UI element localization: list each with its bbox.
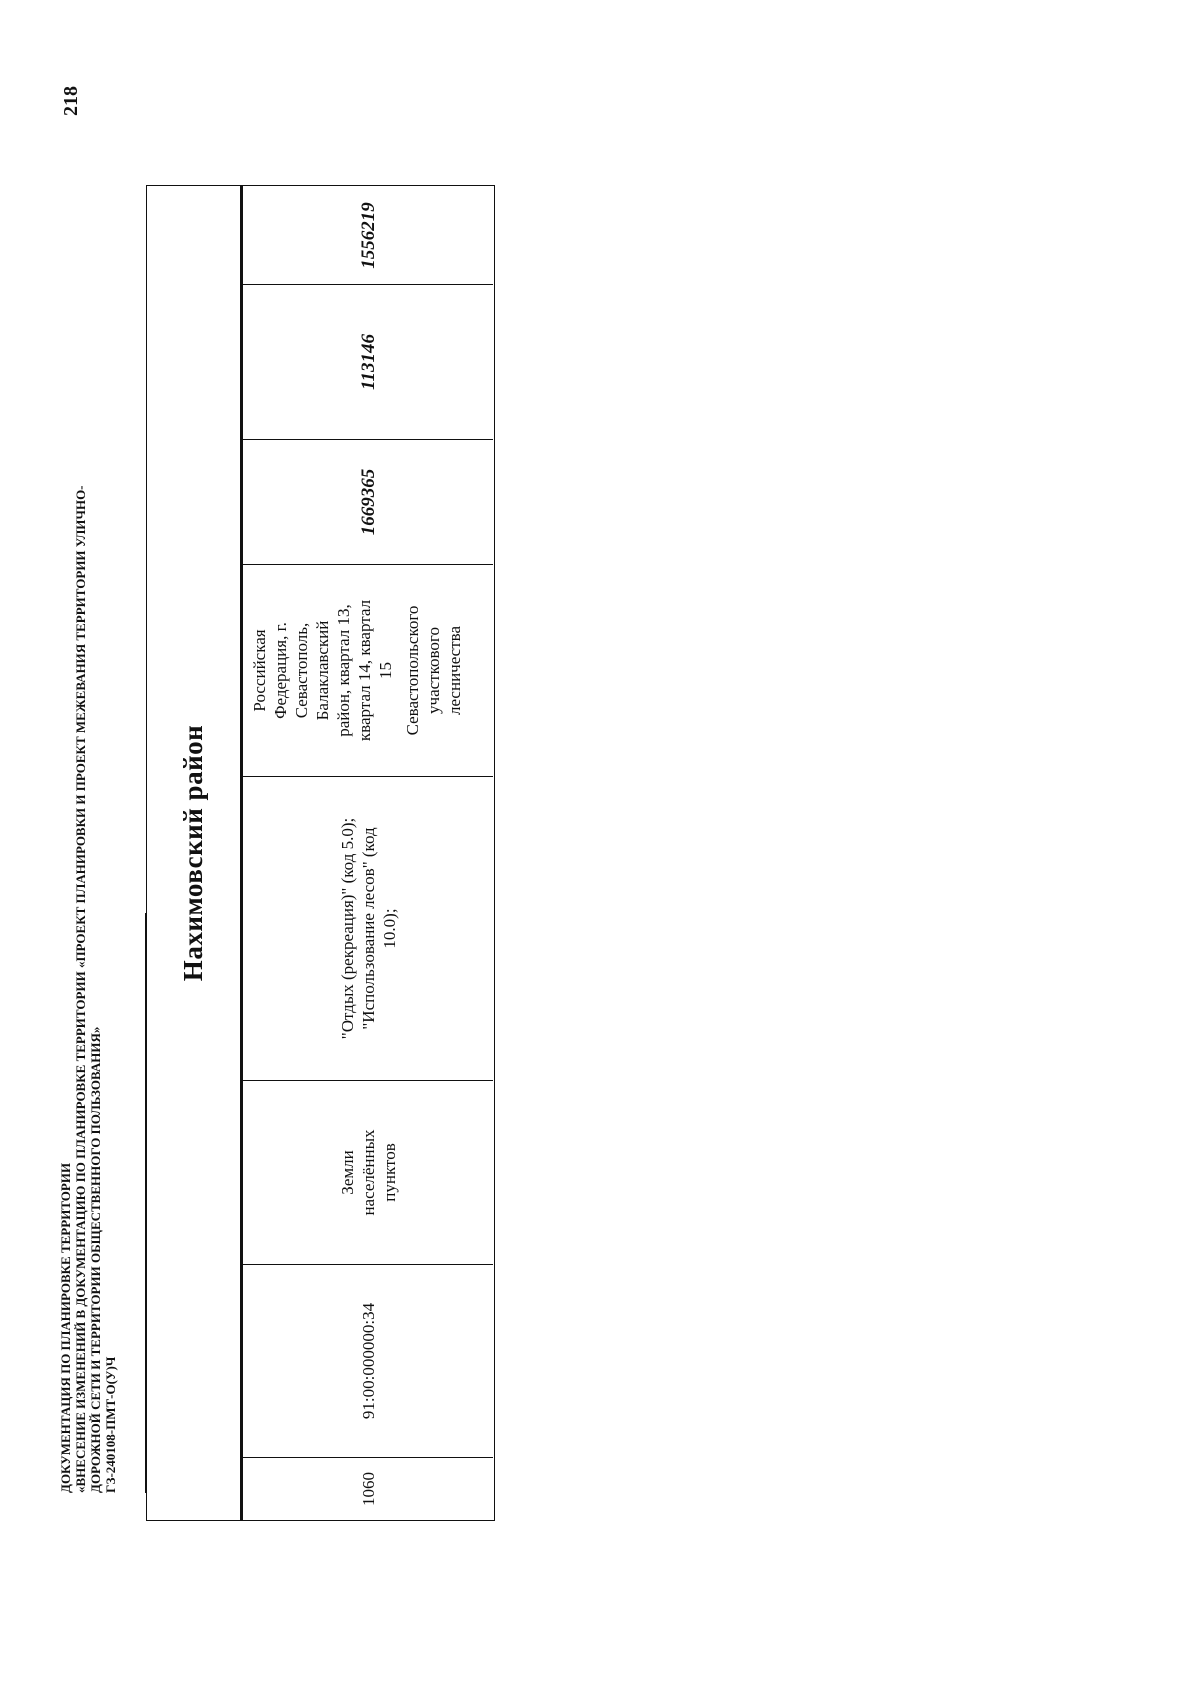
cadastral-number-cell (243, 1265, 493, 1458)
land-category-cell (243, 1081, 493, 1265)
header-line-1: ДОКУМЕНТАЦИЯ ПО ПЛАНИРОВКЕ ТЕРРИТОРИИ (58, 1162, 73, 1493)
location-cell (243, 565, 493, 777)
value-2: 113146 (357, 334, 379, 390)
location-note-line: участкового (424, 627, 443, 714)
district-heading: Нахимовский район (147, 186, 243, 1520)
value-1-cell (243, 440, 493, 565)
land-category-line: Земли (337, 1150, 357, 1195)
document-header (58, 193, 118, 1493)
location-note-line: лесничества (445, 625, 464, 716)
location-line: Федерация, г. (271, 622, 290, 719)
location-line: квартал 14, квартал (355, 599, 374, 742)
location-line: Севастополь, (292, 622, 311, 719)
row-number-cell (243, 1458, 493, 1520)
land-category-line: населённых (358, 1129, 378, 1216)
permitted-use-cell (243, 777, 493, 1081)
page-number: 218 (60, 86, 82, 116)
permitted-use-line: "Отдых (рекреация)" (код 5.0); (337, 817, 357, 1040)
location-line: Российская (250, 629, 269, 712)
location-note-line: Севастопольского (403, 605, 422, 736)
data-table (146, 185, 495, 1521)
land-category-line: пунктов (379, 1143, 399, 1202)
permitted-use-line: 10.0); (379, 908, 399, 949)
permitted-use-line: "Использование лесов" (код (358, 827, 378, 1030)
location-line: 15 (376, 662, 395, 679)
location-line: Балаклавский (313, 620, 332, 721)
location-line: район, квартал 13, (334, 604, 353, 737)
row-number: 1060 (358, 1472, 378, 1506)
header-line-4: ГЗ-240108-ПМТ-О(У)Ч (103, 1356, 118, 1493)
value-1: 1669365 (357, 468, 379, 536)
cadastral-number: 91:00:000000:34 (358, 1302, 378, 1420)
value-2-cell (243, 285, 493, 440)
header-line-3: ДОРОЖНОЙ СЕТИ И ТЕРРИТОРИИ ОБЩЕСТВЕННОГО ПОЛЬЗОВАНИЯ» (88, 1026, 103, 1493)
value-3-cell (243, 187, 493, 285)
header-line-2: «ВНЕСЕНИЕ ИЗМЕНЕНИЙ В ДОКУМЕНТАЦИЮ ПО ПЛАНИРОВКЕ ТЕРРИТОРИИ «ПРОЕКТ ПЛАНИРОВКИ И ПРОЕКТ МЕЖЕВАНИЯ ТЕРРИТОРИИ УЛИЧНО- (73, 485, 88, 1493)
value-3: 1556219 (357, 202, 379, 269)
